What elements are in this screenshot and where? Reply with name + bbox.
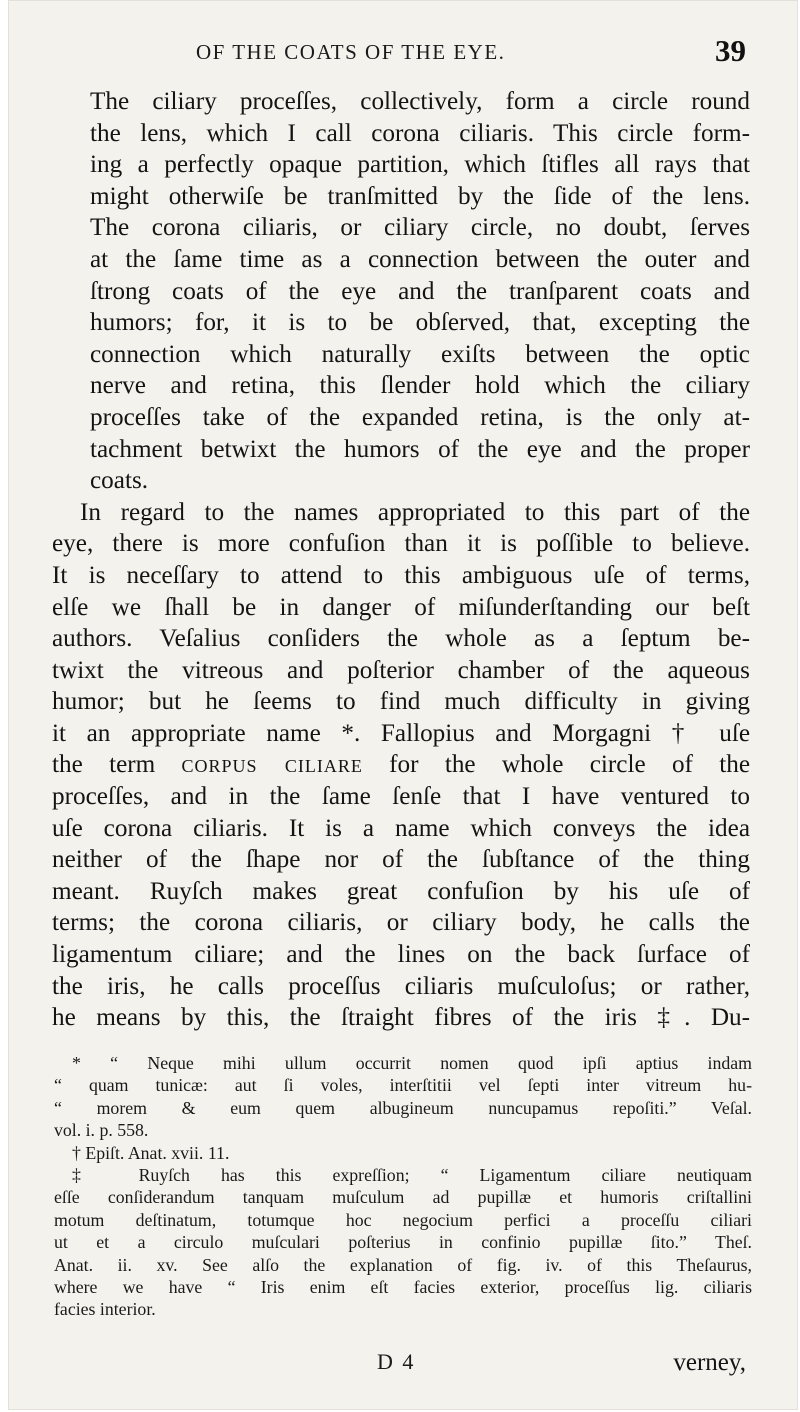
footnote-line: where we have “ Iris enim eſt facies exterior, proceſſus lig. ciliaris (54, 1277, 752, 1298)
book-page (8, 0, 798, 1410)
paragraph-1 (52, 86, 750, 497)
footnote-line: † Epiſt. Anat. xvii. 11. (72, 1142, 230, 1163)
footnote-line: eſſe conſiderandum tanquam muſculum ad pupillæ et humoris criſtallini (54, 1187, 752, 1208)
paragraph-2 (52, 497, 750, 1034)
text-line: humors; for, it is to be obſerved, that, excepting the (90, 309, 750, 337)
text-line: eye, there is more confuſion than it is poſſible to believe. (52, 530, 750, 558)
text-segment: the term (52, 751, 182, 779)
footnote-line: * “ Neque mihi ullum occurrit nomen quod ipſi aptius indam (72, 1053, 752, 1073)
catchword: verney, (673, 1349, 746, 1376)
footnote-line: “ morem & eum quem albugineum nuncupamus repoſiti.” Veſal. (54, 1097, 752, 1118)
signature-mark: D 4 (377, 1349, 416, 1374)
page-footer (52, 1349, 746, 1383)
text-line: might otherwiſe be tranſmitted by the ſide of the lens. (90, 182, 750, 210)
footnote-line: motum deſtinatum, totumque hoc negocium perfici a proceſſu ciliari (54, 1209, 752, 1230)
text-line: meant. Ruyſch makes great confuſion by his uſe of (52, 877, 750, 905)
text-line: ſtrong coats of the eye and the tranſparent coats and (90, 277, 750, 305)
footnote-line: “ quam tunicæ: aut ſi voles, interſtitii vel ſepti inter vitreum hu- (54, 1075, 752, 1096)
footnote-line: Anat. ii. xv. See alſo the explanation of fig. iv. of this Theſaurus, (54, 1254, 752, 1275)
text-line-with-term (52, 749, 750, 781)
text-line: twixt the vitreous and poſterior chamber of the aqueous (52, 656, 750, 684)
text-line: at the ſame time as a connection between the outer and (90, 245, 750, 273)
text-line: connection which naturally exiſts between the optic (90, 340, 750, 368)
text-line: nerve and retina, this ſlender hold which the ciliary (90, 372, 750, 400)
text-line: the iris, he calls proceſſus ciliaris muſculoſus; or rather, (52, 972, 750, 1000)
text-line: The corona ciliaris, or ciliary circle, no doubt, ſerves (90, 214, 750, 242)
page-header (196, 33, 746, 73)
running-head: OF THE COATS OF THE EYE. (196, 40, 506, 64)
text-line: the lens, which I call corona ciliaris. This circle form- (90, 119, 750, 147)
footnotes (54, 1052, 752, 1321)
text-segment: for the whole circle of the (362, 751, 750, 779)
text-line: In regard to the names appropriated to this part of the (80, 498, 750, 526)
text-line: he means by this, the ſtraight fibres of the iris ‡. Du- (52, 1004, 750, 1032)
text-line: authors. Veſalius conſiders the whole as a ſeptum be- (52, 625, 750, 653)
text-line: terms; the corona ciliaris, or ciliary body, he calls the (52, 909, 750, 937)
text-line: It is neceſſary to attend to this ambiguous uſe of terms, (52, 561, 750, 589)
page-number: 39 (715, 33, 746, 68)
text-line: neither of the ſhape nor of the ſubſtance of the thing (52, 846, 750, 874)
text-line: proceſſes, and in the ſame ſenſe that I have ventured to (52, 783, 750, 811)
text-line: elſe we ſhall be in danger of miſunderſtanding our beſt (52, 593, 750, 621)
text-line: uſe corona ciliaris. It is a name which conveys the idea (52, 814, 750, 842)
text-line: proceſſes take of the expanded retina, is the only at- (90, 403, 750, 431)
text-line: ligamentum ciliare; and the lines on the back ſurface of (52, 941, 750, 969)
body-text (52, 86, 750, 1034)
footnote-line: facies interior. (54, 1299, 156, 1320)
footnote-line: ‡ Ruyſch has this expreſſion; “ Ligamentum ciliare neutiquam (72, 1165, 752, 1186)
text-line: it an appropriate name *. Fallopius and Morgagni † uſe (52, 719, 750, 747)
text-line: humor; but he ſeems to find much difficulty in giving (52, 688, 750, 716)
small-caps-term: corpus ciliare (181, 751, 363, 779)
text-line: ing a perfectly opaque partition, which ſtifles all rays that (90, 151, 750, 179)
text-line: The ciliary proceſſes, collectively, form a circle round (90, 88, 750, 115)
footnote-line: vol. i. p. 558. (54, 1120, 149, 1141)
footnote-line: ut et a circulo muſculari poſterius in confinio pupillæ ſito.” Theſ. (54, 1232, 752, 1253)
text-line: coats. (90, 467, 149, 495)
text-line: tachment betwixt the humors of the eye and the proper (90, 435, 750, 463)
